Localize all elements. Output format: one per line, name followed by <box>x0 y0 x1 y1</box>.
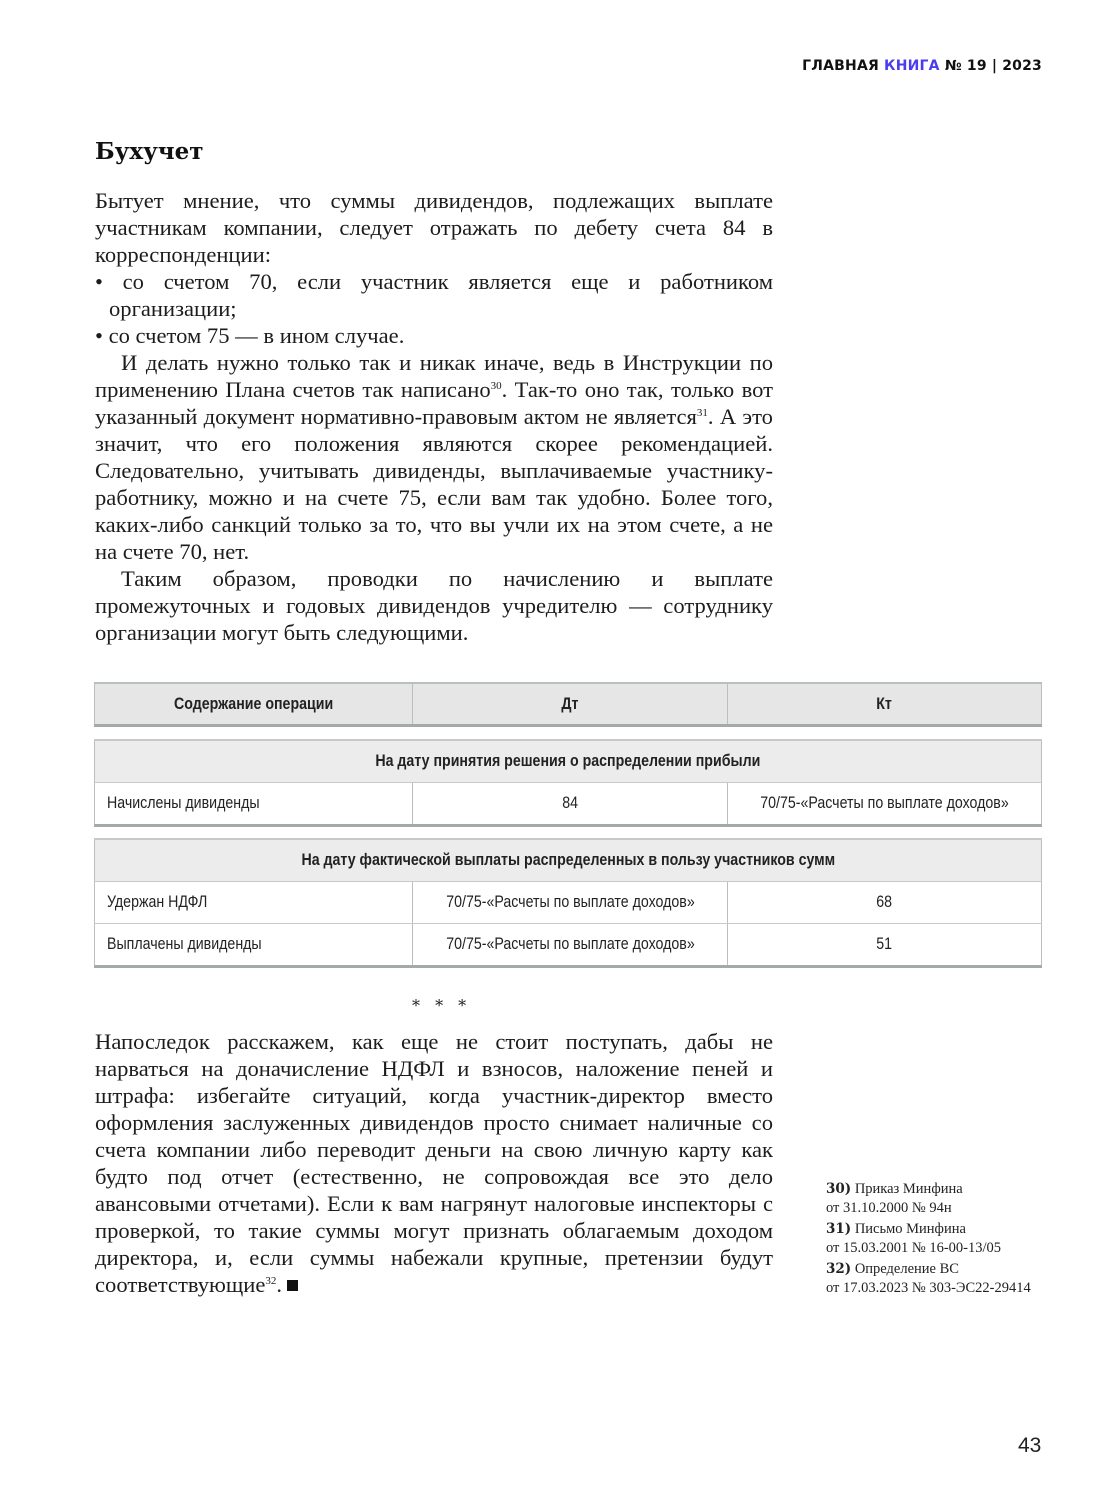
column-header: Содержание операции <box>173 694 334 713</box>
intro-paragraph: Бытует мнение, что суммы дивидендов, подлежащих выплате участникам компании, следует отражать по дебету счета 84 в корреспонденции: <box>95 188 773 267</box>
paragraph-3: Таким образом, проводки по начислению и выплате промежуточных и годовых дивидендов учредителю — сотруднику организации могут быть следующими. <box>95 566 773 645</box>
brand-name: ГЛАВНАЯ <box>802 58 879 74</box>
table-row: Начислены дивиденды 84 70/75-«Расчеты по выплате доходов» <box>95 783 1042 826</box>
footnote-ref[interactable]: 30 <box>490 380 502 392</box>
footnotes <box>826 1180 1056 1300</box>
footnote-item: 32) Определение ВС от 17.03.2023 № 303-ЭС22-29414 <box>826 1261 1031 1296</box>
postings-section-2 <box>94 838 1042 968</box>
postings-section-1 <box>94 739 1042 827</box>
table-row: Выплачены дивиденды 70/75-«Расчеты по выплате доходов» 51 <box>95 924 1042 967</box>
paragraph-2: И делать нужно только так и никак иначе, ведь в Инструкции по применению Плана счетов так написано$^{30}$. Так-то оно так, только вот указанный документ нормативно-правовым актом не является$^{31}$. А это значит, что его положения являются скорее рекомендацией. Следовательно, учитывать дивиденды, выплачиваемые участнику-работнику, можно и на счете 75, если вам так удобно. Более того, каких-либо санкций только за то, что вы учли их на этом счете, а не на счете 70, нет. <box>95 350 773 564</box>
bullet-item: • со счетом 70, если участник является еще и работником организации; <box>95 269 774 321</box>
footnote-ref[interactable]: 32 <box>265 1275 277 1287</box>
column-header: Кт <box>876 694 893 713</box>
column-header: Дт <box>561 694 579 713</box>
section-row: На дату принятия решения о распределении прибыли <box>95 740 1042 783</box>
body-column-bottom <box>95 1028 773 1298</box>
footnote-item: 31) Письмо Минфина от 15.03.2001 № 16-00-13/05 <box>826 1221 1002 1256</box>
table-row: Удержан НДФЛ 70/75-«Расчеты по выплате доходов» 68 <box>95 882 1042 924</box>
end-of-article-icon <box>287 1280 298 1291</box>
masthead <box>802 58 1042 74</box>
section-separator: * * * <box>412 996 472 1015</box>
section-row: На дату фактической выплаты распределенных в пользу участников сумм <box>95 839 1042 882</box>
closing-paragraph: Напоследок расскажем, как еще не стоит поступать, дабы не нарваться на доначисление НДФЛ и взносов, наложение пеней и штрафа: избегайте ситуаций, когда участник-директор вместо оформления заслуженных дивидендов просто снимает наличные со счета компании либо переводит деньги на свою личную карту как будто под отчет (естественно, не сопровождая все это дело авансовыми отчетами). Если к вам нагрянут налоговые инспекторы с проверкой, то такие суммы могут признать облагаемым доходом директора, и, если суммы набежали крупные, претензии будут соответствующие$^{32}$. <box>95 1029 773 1297</box>
footnote-item: 30) Приказ Минфина от 31.10.2000 № 94н <box>826 1181 963 1216</box>
brand-accent: КНИГА <box>884 58 940 74</box>
page-number: 43 <box>1018 1434 1042 1457</box>
body-column-top <box>95 187 773 646</box>
postings-table-header <box>94 682 1042 727</box>
bullet-item: • со счетом 75 — в ином случае. <box>95 323 405 348</box>
issue-number: № 19 | 2023 <box>944 58 1042 74</box>
footnote-ref[interactable]: 31 <box>696 407 708 419</box>
table-header-row <box>95 683 1042 726</box>
section-title: Бухучет <box>95 138 204 165</box>
